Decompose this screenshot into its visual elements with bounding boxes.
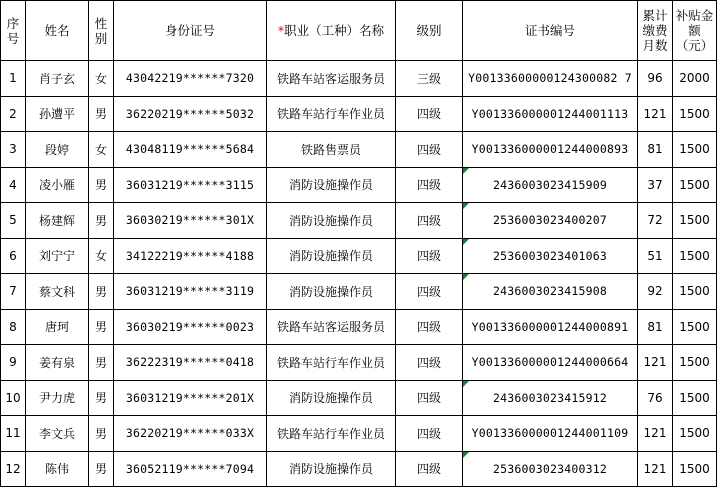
cell-amount [673,238,717,274]
table-row [1,132,717,168]
cell-level-text: 四级 [416,426,441,441]
cell-cert-number-text: Y00133600000124300082 7 [468,71,632,86]
cell-job-text: 铁路车站行车作业员 [276,426,385,441]
cell-seq-text: 3 [9,142,17,157]
cell-job [267,203,396,239]
cell-level-text: 三级 [416,71,441,86]
cell-amount-text: 1500 [679,461,710,476]
cell-amount [673,451,717,487]
cell-job [267,132,396,168]
error-indicator-icon [463,168,469,174]
cell-name-text: 唐珂 [44,320,69,335]
cell-cert-number [463,96,638,132]
table-row [1,96,717,132]
cell-name [26,167,89,203]
cell-seq-text: 10 [5,390,21,405]
cell-name [26,274,89,310]
cell-job [267,238,396,274]
cell-gender [89,309,114,345]
cell-amount-text: 2000 [679,71,710,86]
cell-amount [673,309,717,345]
cell-gender [89,345,114,381]
cell-name [26,380,89,416]
header-seq: 序号 [1,1,26,61]
cell-seq-text: 1 [9,71,17,86]
cell-level-text: 四级 [416,355,441,370]
cell-id-number [114,132,267,168]
cell-id-number-text: 36031219******3115 [125,177,255,192]
error-indicator-icon [463,381,469,387]
cell-cert-number [463,274,638,310]
cell-months-text: 121 [643,426,667,441]
cell-level-text: 四级 [416,178,441,193]
cell-months-text: 92 [647,284,663,299]
cell-cert-number [463,380,638,416]
cell-months [638,203,673,239]
cell-amount-text: 1500 [679,284,710,299]
cell-name [26,309,89,345]
table-row [1,380,717,416]
cell-months [638,416,673,452]
header-cert: 证书编号 [463,1,638,61]
cell-gender-text: 男 [94,426,107,441]
cell-cert-number-text: 2536003023401063 [493,248,607,263]
cell-level [396,167,463,203]
cell-amount [673,132,717,168]
header-job [267,1,396,61]
cell-gender [89,274,114,310]
table-row [1,238,717,274]
cell-months-text: 51 [647,248,663,263]
header-level: 级别 [396,1,463,61]
cell-name [26,451,89,487]
cell-cert-number [463,132,638,168]
cell-amount [673,61,717,97]
cell-name [26,203,89,239]
table-row [1,416,717,452]
cell-level-text: 四级 [416,391,441,406]
cell-name-text: 陈伟 [44,462,69,477]
cell-cert-number [463,238,638,274]
cell-cert-number [463,416,638,452]
cell-amount [673,274,717,310]
cell-months-text: 121 [643,461,667,476]
cell-level-text: 四级 [416,107,441,122]
cell-name-text: 蔡文科 [38,284,75,299]
cell-name-text: 孙遭平 [38,107,75,122]
cell-gender [89,132,114,168]
cell-job [267,416,396,452]
cell-months [638,61,673,97]
cell-months-text: 76 [647,390,663,405]
cell-cert-number-text: Y001336000001244000891 [471,319,629,334]
cell-name-text: 段婷 [44,142,69,157]
cell-job [267,167,396,203]
error-indicator-icon [463,274,469,280]
cell-level [396,132,463,168]
cell-job-text: 消防设施操作员 [288,284,373,299]
cell-months-text: 96 [647,71,663,86]
cell-months [638,96,673,132]
cell-months [638,167,673,203]
cell-amount-text: 1500 [679,355,710,370]
cell-amount-text: 1500 [679,213,710,228]
cell-name-text: 尹力虎 [38,391,75,406]
error-indicator-icon [463,239,469,245]
cell-seq-text: 12 [5,461,21,476]
cell-gender-text: 女 [94,249,107,264]
cell-amount-text: 1500 [679,177,710,192]
cell-job-text: 铁路车站行车作业员 [276,355,385,370]
cell-job-text: 消防设施操作员 [288,462,373,477]
cell-id-number [114,203,267,239]
cell-job-text: 消防设施操作员 [288,213,373,228]
cell-name-text: 李文兵 [38,426,75,441]
cell-seq [1,274,26,310]
cell-gender [89,167,114,203]
cell-seq [1,451,26,487]
cell-gender [89,416,114,452]
header-gender: 性别 [89,1,114,61]
cell-gender-text: 男 [94,213,107,228]
cell-months [638,132,673,168]
cell-seq [1,380,26,416]
cell-id-number [114,274,267,310]
cell-id-number [114,61,267,97]
table-row [1,345,717,381]
cell-job [267,309,396,345]
cell-job [267,380,396,416]
cell-name-text: 姜有泉 [38,355,75,370]
cell-id-number [114,167,267,203]
cell-id-number [114,238,267,274]
cell-level-text: 四级 [416,462,441,477]
cell-level [396,416,463,452]
cell-level [396,61,463,97]
cell-gender [89,380,114,416]
cell-cert-number-text: Y001336000001244000664 [471,355,629,370]
cell-months-text: 72 [647,213,663,228]
cell-gender-text: 男 [94,355,107,370]
cell-months [638,274,673,310]
cell-name-text: 肖子玄 [38,71,75,86]
cell-months-text: 121 [643,355,667,370]
cell-id-number [114,309,267,345]
cell-cert-number-text: Y001336000001244001113 [471,106,629,121]
cell-seq [1,96,26,132]
cell-seq-text: 4 [9,177,17,192]
table-row [1,309,717,345]
cell-months [638,309,673,345]
cell-cert-number [463,203,638,239]
cell-cert-number-text: 2536003023400207 [493,213,607,228]
cell-job [267,274,396,310]
cell-months [638,238,673,274]
cell-level [396,96,463,132]
cell-amount-text: 1500 [679,390,710,405]
cell-id-number [114,96,267,132]
cell-name [26,61,89,97]
cell-name [26,96,89,132]
cell-seq-text: 6 [9,248,17,263]
cell-level [396,380,463,416]
cell-id-number [114,380,267,416]
cell-gender-text: 女 [94,71,107,86]
cell-cert-number [463,61,638,97]
cell-cert-number [463,451,638,487]
cell-seq-text: 5 [9,213,17,228]
cell-gender-text: 男 [94,320,107,335]
cell-seq [1,203,26,239]
table-row [1,203,717,239]
cell-id-number-text: 43042219******7320 [125,71,255,86]
cell-job-text: 铁路车站客运服务员 [276,71,385,86]
cell-months [638,345,673,381]
cell-level [396,274,463,310]
table-row [1,61,717,97]
header-name: 姓名 [26,1,89,61]
cell-seq-text: 7 [9,284,17,299]
cell-gender [89,451,114,487]
cell-name [26,345,89,381]
cell-amount [673,416,717,452]
cell-level-text: 四级 [416,249,441,264]
cell-job-text: 铁路售票员 [300,142,361,157]
cell-seq-text: 2 [9,106,17,121]
cell-level-text: 四级 [416,320,441,335]
cell-level [396,238,463,274]
table-row [1,451,717,487]
cell-seq [1,416,26,452]
cell-id-number-text: 36052119******7094 [125,461,255,476]
cell-amount-text: 1500 [679,248,710,263]
cell-id-number-text: 36031219******201X [125,390,255,405]
cell-months-text: 37 [647,177,663,192]
cell-seq [1,61,26,97]
cell-amount-text: 1500 [679,426,710,441]
cell-gender-text: 男 [94,178,107,193]
cell-months [638,380,673,416]
cell-gender-text: 男 [94,284,107,299]
cell-seq [1,132,26,168]
cell-cert-number [463,167,638,203]
header-amount: 补贴金额（元） [673,1,717,61]
cell-name-text: 凌小雁 [38,178,75,193]
cell-gender-text: 男 [94,462,107,477]
cell-id-number [114,451,267,487]
cell-amount [673,380,717,416]
cell-level-text: 四级 [416,213,441,228]
cell-amount-text: 1500 [679,319,710,334]
cell-months [638,451,673,487]
cell-level [396,203,463,239]
cell-cert-number-text: Y001336000001244000893 [471,142,629,157]
cell-id-number-text: 36220219******033X [125,426,255,441]
cell-cert-number-text: 2436003023415909 [493,177,607,192]
cell-level-text: 四级 [416,284,441,299]
cell-job [267,451,396,487]
cell-level-text: 四级 [416,142,441,157]
cell-id-number-text: 36030219******0023 [125,319,255,334]
header-id: 身份证号 [114,1,267,61]
table-row [1,167,717,203]
cell-gender [89,203,114,239]
cell-gender-text: 女 [94,142,107,157]
cell-months-text: 121 [643,106,667,121]
cell-cert-number-text: 2536003023400312 [493,461,607,476]
cell-job-text: 消防设施操作员 [288,391,373,406]
cell-id-number-text: 34122219******4188 [125,248,255,263]
cell-name [26,416,89,452]
cell-job-text: 消防设施操作员 [288,249,373,264]
header-months: 累计缴费月数 [638,1,673,61]
cell-name [26,238,89,274]
cell-gender [89,238,114,274]
cell-job-text: 铁路车站行车作业员 [276,107,385,122]
cell-amount [673,167,717,203]
cell-job [267,96,396,132]
cell-amount [673,96,717,132]
cell-job [267,345,396,381]
cell-name-text: 杨建辉 [38,213,75,228]
cell-id-number-text: 36031219******3119 [125,284,255,299]
cell-id-number-text: 36030219******301X [125,213,255,228]
cell-gender [89,61,114,97]
cell-gender-text: 男 [94,391,107,406]
cell-id-number-text: 36222319******0418 [125,355,255,370]
cell-job-text: 铁路车站客运服务员 [276,320,385,335]
error-indicator-icon [463,203,469,209]
cell-level [396,309,463,345]
cell-id-number [114,345,267,381]
cell-id-number-text: 43048119******5684 [125,142,255,157]
cell-id-number [114,416,267,452]
cell-job [267,61,396,97]
cell-name-text: 刘宁宁 [38,249,75,264]
cell-cert-number-text: 2436003023415908 [493,284,607,299]
cell-name [26,132,89,168]
cell-job-text: 消防设施操作员 [288,178,373,193]
cell-gender [89,96,114,132]
table-row [1,274,717,310]
cell-cert-number-text: Y001336000001244001109 [471,426,629,441]
cell-cert-number [463,309,638,345]
cell-cert-number-text: 2436003023415912 [493,390,607,405]
cell-amount-text: 1500 [679,142,710,157]
error-indicator-icon [463,452,469,458]
cell-seq-text: 9 [9,355,17,370]
cell-seq [1,345,26,381]
cell-months-text: 81 [647,319,663,334]
header-job-label: 职业（工种）名称 [284,22,385,38]
cell-seq-text: 8 [9,319,17,334]
cell-seq [1,309,26,345]
cell-gender-text: 男 [94,107,107,122]
cell-level [396,345,463,381]
required-star: * [277,22,285,38]
cell-level [396,451,463,487]
cell-amount [673,345,717,381]
cell-months-text: 81 [647,142,663,157]
cell-id-number-text: 36220219******5032 [125,106,255,121]
cell-seq [1,238,26,274]
cell-seq [1,167,26,203]
cell-amount-text: 1500 [679,106,710,121]
cell-cert-number [463,345,638,381]
cell-seq-text: 11 [5,426,21,441]
header-row [1,1,717,61]
cell-amount [673,203,717,239]
